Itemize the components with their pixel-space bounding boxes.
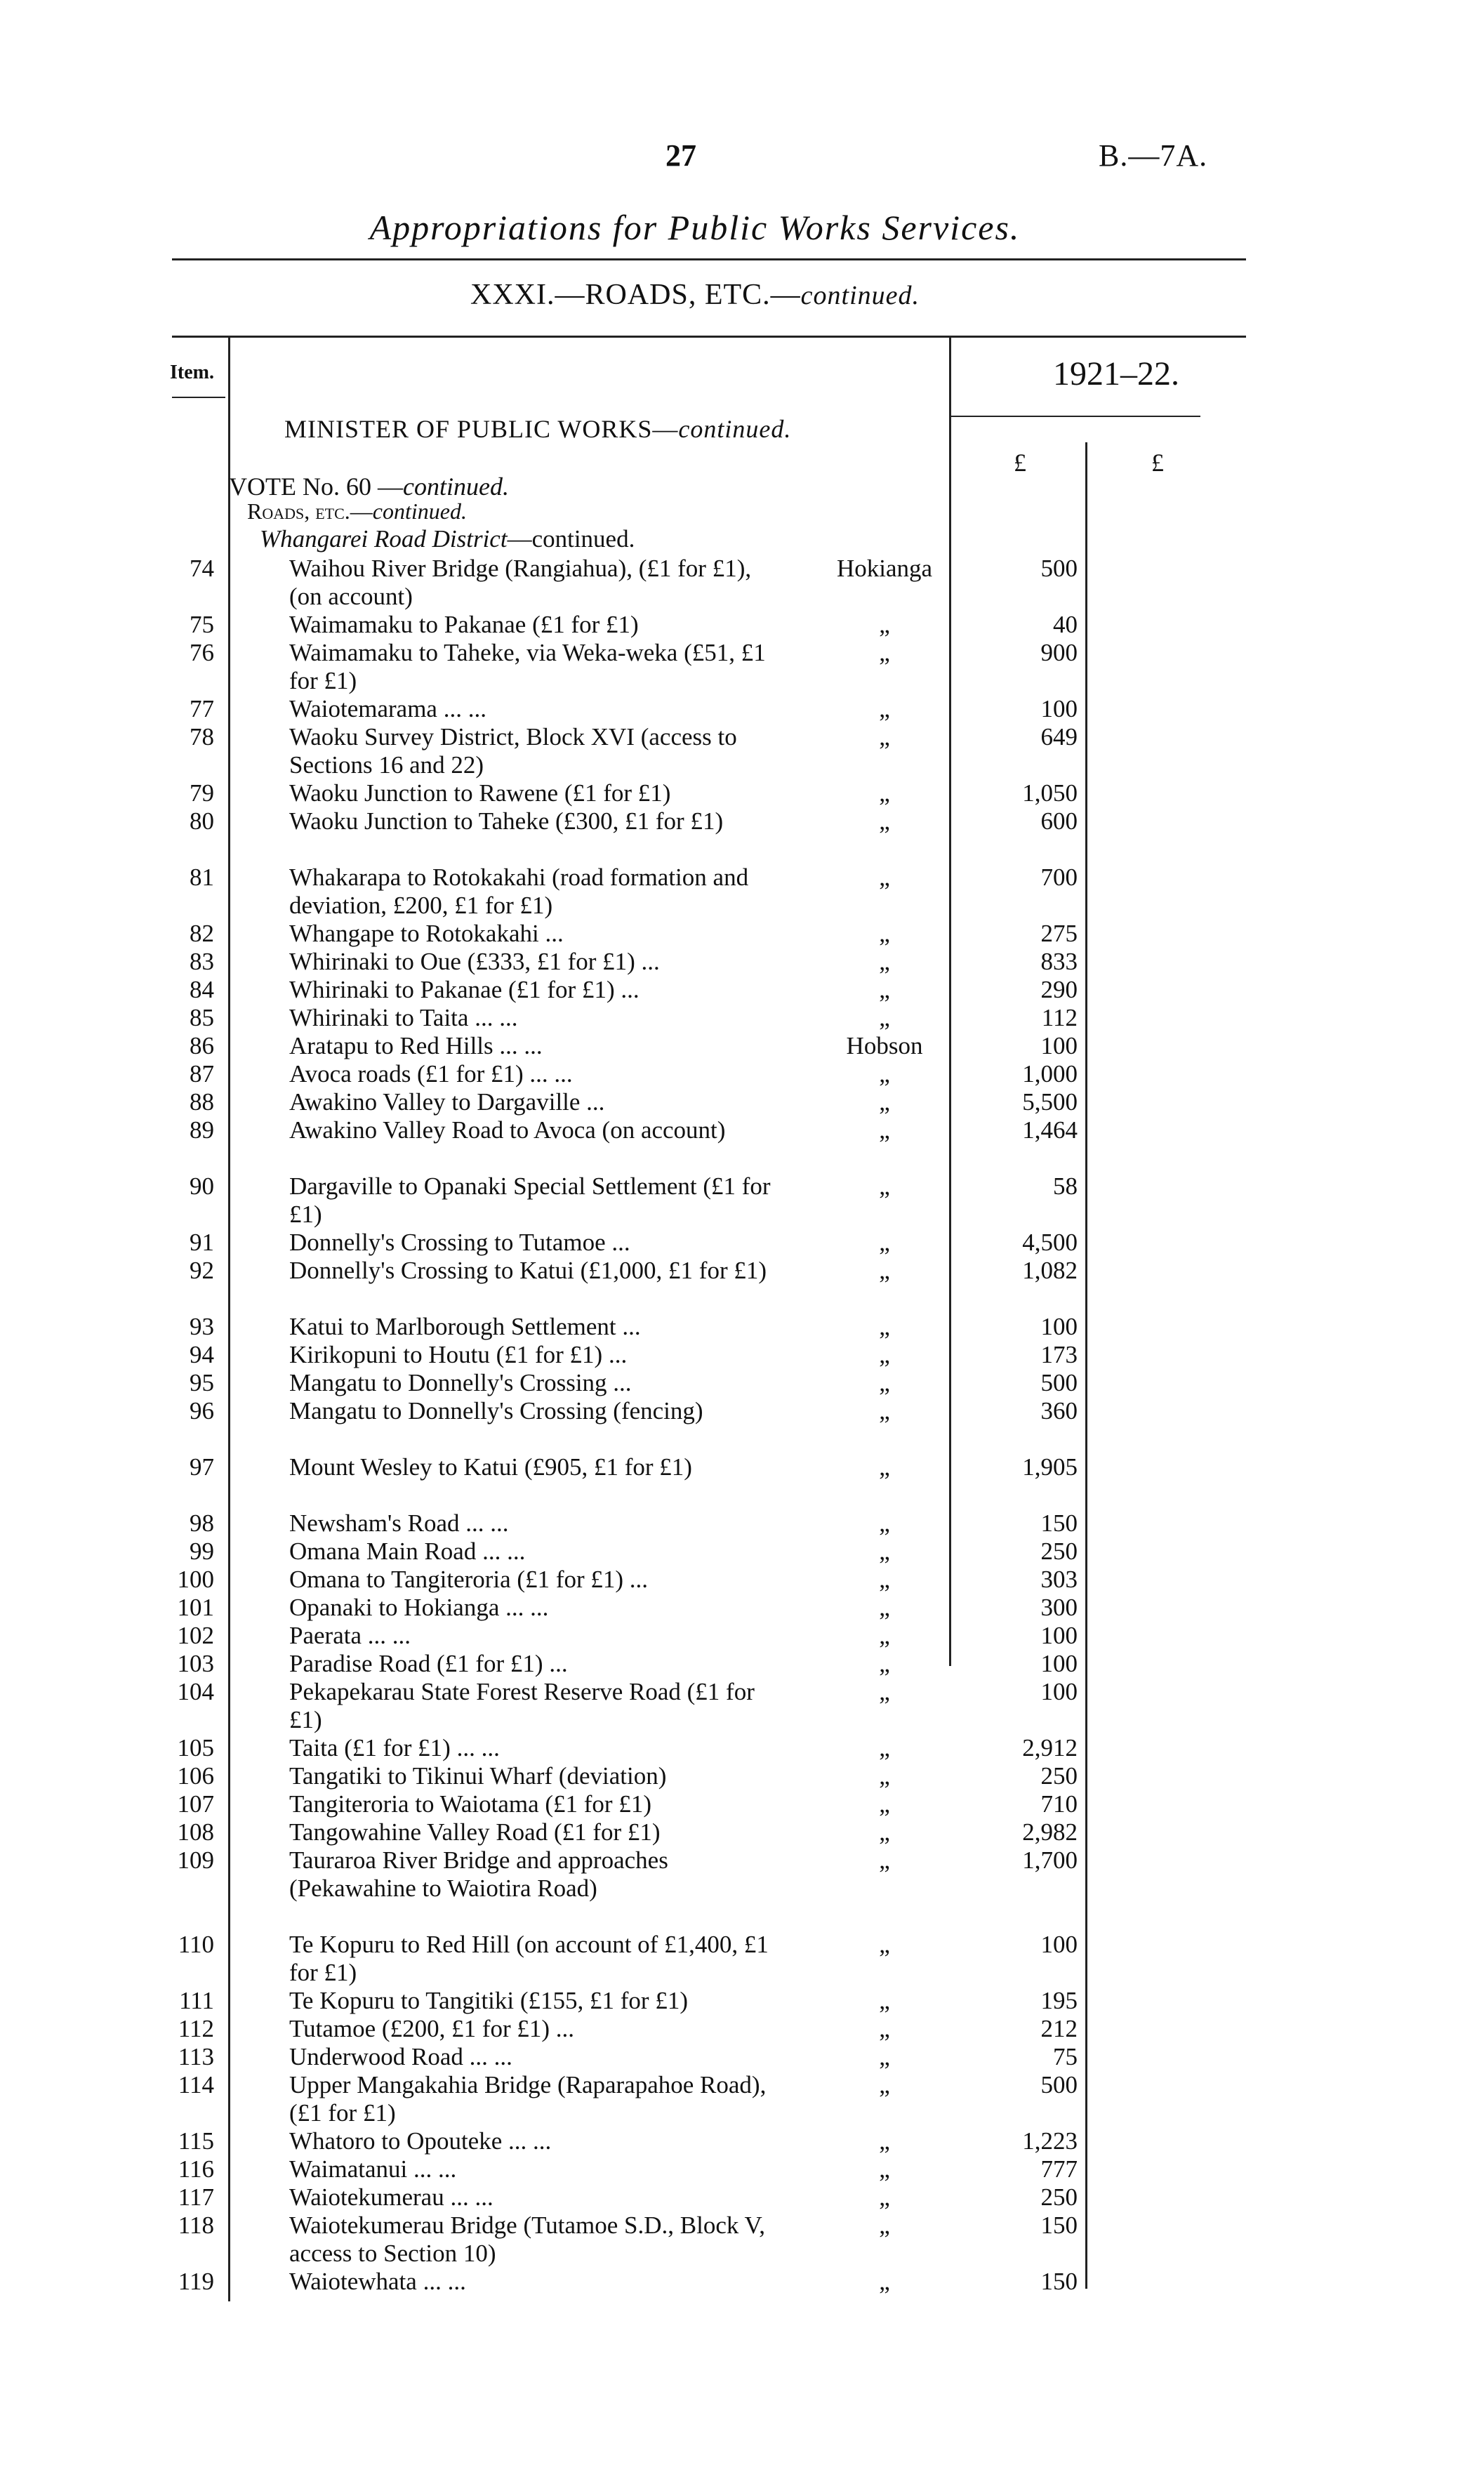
document-reference: B.—7A.: [1099, 138, 1208, 173]
item-description: Katui to Marlborough Settlement ...: [289, 1313, 641, 1340]
item-description: Waimatanui ... ...: [289, 2155, 457, 2183]
item-description: Awakino Valley Road to Avoca (on account): [289, 1116, 726, 1144]
item-number: 111: [179, 1987, 214, 2014]
electoral-district: „: [879, 1509, 890, 1537]
item-description: Whirinaki to Oue (£333, £1 for £1) ...: [289, 948, 660, 975]
item-number: 116: [178, 2155, 214, 2183]
item-number: 79: [190, 779, 214, 807]
item-description: Donnelly's Crossing to Tutamoe ...: [289, 1229, 630, 1256]
item-number: 88: [190, 1088, 214, 1116]
item-number: 106: [177, 1762, 214, 1790]
amount: 250: [1040, 1762, 1078, 1790]
item-number: 78: [190, 723, 214, 751]
roads-subheading: [247, 498, 467, 524]
amount: 100: [1040, 1622, 1078, 1649]
item-number: 90: [190, 1172, 214, 1200]
amount: 600: [1040, 807, 1078, 835]
electoral-district: „: [879, 1987, 890, 2014]
amount: 1,000: [1022, 1060, 1078, 1088]
electoral-district: „: [879, 1060, 890, 1088]
item-number: 104: [177, 1678, 214, 1705]
item-number: 80: [190, 807, 214, 835]
item-header-rule: [172, 397, 225, 398]
item-number: 114: [178, 2071, 214, 2098]
minister-main: MINISTER OF PUBLIC WORKS—: [284, 415, 679, 443]
electoral-district: „: [879, 807, 890, 835]
amount: 290: [1040, 976, 1078, 1003]
item-number: 82: [190, 920, 214, 947]
amount: 100: [1040, 1931, 1078, 1958]
amount: 1,700: [1022, 1846, 1078, 1874]
amount-column-divider: [1085, 442, 1087, 2289]
electoral-district: „: [879, 1116, 890, 1144]
item-description: Omana Main Road ... ...: [289, 1538, 526, 1565]
electoral-district: „: [879, 864, 890, 891]
electoral-district: „: [879, 1762, 890, 1790]
item-description: Avoca roads (£1 for £1) ... ...: [289, 1060, 573, 1088]
item-number: 109: [177, 1846, 214, 1874]
item-description: Aratapu to Red Hills ... ...: [289, 1032, 543, 1059]
item-number: 86: [190, 1032, 214, 1059]
amount: 150: [1040, 2268, 1078, 2295]
amount: 710: [1040, 1790, 1078, 1818]
electoral-district: „: [879, 1818, 890, 1846]
item-description: Omana to Tangiteroria (£1 for £1) ...: [289, 1566, 649, 1593]
amount: 250: [1040, 2183, 1078, 2211]
amount: 250: [1040, 1538, 1078, 1565]
electoral-district: „: [879, 695, 890, 722]
amount: 2,982: [1022, 1818, 1078, 1846]
electoral-district: „: [879, 1397, 890, 1424]
section-main: XXXI.—ROADS, ETC.—: [470, 279, 801, 311]
amount: 75: [1053, 2043, 1078, 2070]
title-rule: [172, 258, 1246, 260]
electoral-district: „: [879, 2043, 890, 2070]
electoral-district: Hobson: [846, 1032, 923, 1059]
minister-heading: [284, 414, 791, 444]
amount: 300: [1040, 1594, 1078, 1621]
item-number: 89: [190, 1116, 214, 1144]
item-number: 107: [177, 1790, 214, 1818]
vote-cont: continued.: [402, 472, 509, 501]
item-number: 84: [190, 976, 214, 1003]
item-number: 87: [190, 1060, 214, 1088]
electoral-district: „: [879, 2127, 890, 2155]
electoral-district: „: [879, 1846, 890, 1874]
electoral-district: „: [879, 1790, 890, 1818]
item-number: 76: [190, 639, 214, 666]
amount: 500: [1040, 1369, 1078, 1396]
amount: 4,500: [1022, 1229, 1078, 1256]
item-number: 102: [177, 1622, 214, 1649]
item-description: Waiotewhata ... ...: [289, 2268, 466, 2295]
electoral-district: „: [879, 2155, 890, 2183]
item-number: 119: [178, 2268, 214, 2295]
amount: 58: [1053, 1172, 1078, 1200]
amount: 100: [1040, 1032, 1078, 1059]
section-heading: [0, 278, 1390, 312]
amount: 1,082: [1022, 1257, 1078, 1284]
amount: 500: [1040, 2071, 1078, 2098]
district-subheading: [260, 525, 635, 553]
electoral-district: „: [879, 1004, 890, 1031]
amount: 100: [1040, 1650, 1078, 1677]
electoral-district: „: [879, 723, 890, 751]
item-description: Paradise Road (£1 for £1) ...: [289, 1650, 568, 1677]
amount: 100: [1040, 1678, 1078, 1705]
minister-cont: continued.: [678, 415, 792, 443]
year-header-rule: [951, 416, 1200, 417]
item-description: Tangowahine Valley Road (£1 for £1): [289, 1818, 661, 1846]
item-description: Waoku Junction to Rawene (£1 for £1): [289, 779, 671, 807]
amount: 173: [1040, 1341, 1078, 1368]
electoral-district: „: [879, 2015, 890, 2042]
electoral-district: „: [879, 1369, 890, 1396]
electoral-district: „: [879, 1341, 890, 1368]
item-number: 77: [190, 695, 214, 722]
item-description: Awakino Valley to Dargaville ...: [289, 1088, 605, 1116]
amount: 275: [1040, 920, 1078, 947]
amount: 649: [1040, 723, 1078, 751]
item-number: 95: [190, 1369, 214, 1396]
page-number: 27: [665, 138, 696, 173]
item-description: Waoku Survey District, Block XVI (access to Sections 16 and 22): [289, 723, 737, 779]
vote-heading: [229, 472, 509, 501]
item-number: 85: [190, 1004, 214, 1031]
amount: 195: [1040, 1987, 1078, 2014]
item-number: 115: [178, 2127, 214, 2155]
item-number: 96: [190, 1397, 214, 1424]
amount: 1,223: [1022, 2127, 1078, 2155]
item-description: Tauraroa River Bridge and approaches (Pekawahine to Waiotira Road): [289, 1846, 668, 1902]
roads-main: Roads, etc.—: [247, 498, 373, 524]
item-description: Newsham's Road ... ...: [289, 1509, 509, 1537]
amount: 900: [1040, 639, 1078, 666]
item-description: Whangape to Rotokakahi ...: [289, 920, 564, 947]
pound-header-2: £: [1151, 449, 1164, 477]
electoral-district: „: [879, 2268, 890, 2295]
district-main: Whangarei Road District: [260, 525, 508, 553]
item-description: Waiotemarama ... ...: [289, 695, 486, 722]
pound-header-1: £: [1014, 449, 1026, 477]
amount: 100: [1040, 1313, 1078, 1340]
section-cont: continued.: [800, 281, 920, 310]
amount: 40: [1053, 611, 1078, 638]
item-description: Donnelly's Crossing to Katui (£1,000, £1 for £1): [289, 1257, 767, 1284]
amount: 700: [1040, 864, 1078, 891]
page-title: Appropriations for Public Works Services.: [369, 208, 1021, 247]
electoral-district: „: [879, 1650, 890, 1677]
item-description: Te Kopuru to Red Hill (on account of £1,400, £1 for £1): [289, 1931, 769, 1986]
item-description: Waiotekumerau Bridge (Tutamoe S.D., Block V, access to Section 10): [289, 2212, 766, 2267]
item-description: Whatoro to Opouteke ... ...: [289, 2127, 552, 2155]
electoral-district: „: [879, 1538, 890, 1565]
item-number: 113: [178, 2043, 214, 2070]
item-description: Waiotekumerau ... ...: [289, 2183, 493, 2211]
electoral-district: „: [879, 948, 890, 975]
item-column-header: Item.: [170, 362, 214, 383]
amount: 1,905: [1022, 1453, 1078, 1481]
item-description: Underwood Road ... ...: [289, 2043, 512, 2070]
district-cont: —continued.: [507, 525, 635, 553]
item-number: 97: [190, 1453, 214, 1481]
electoral-district: „: [879, 2071, 890, 2098]
electoral-district: „: [879, 1229, 890, 1256]
item-number: 93: [190, 1313, 214, 1340]
amount: 1,464: [1022, 1116, 1078, 1144]
item-number: 103: [177, 1650, 214, 1677]
amount: 112: [1041, 1004, 1078, 1031]
item-number: 81: [190, 864, 214, 891]
item-number: 74: [190, 555, 214, 582]
item-number: 100: [177, 1566, 214, 1593]
item-description: Waoku Junction to Taheke (£300, £1 for £1): [289, 807, 724, 835]
amount: 833: [1040, 948, 1078, 975]
electoral-district: „: [879, 1931, 890, 1958]
item-description: Waimamaku to Taheke, via Weka-weka (£51, £1 for £1): [289, 639, 766, 694]
item-description: Tangiteroria to Waiotama (£1 for £1): [289, 1790, 651, 1818]
amount: 5,500: [1022, 1088, 1078, 1116]
item-column-divider: [228, 336, 230, 2301]
amount: 212: [1040, 2015, 1078, 2042]
item-description: Te Kopuru to Tangitiki (£155, £1 for £1): [289, 1987, 688, 2014]
item-number: 94: [190, 1341, 214, 1368]
item-description: Whakarapa to Rotokakahi (road formation and deviation, £200, £1 for £1): [289, 864, 749, 919]
item-description: Upper Mangakahia Bridge (Raparapahoe Road), (£1 for £1): [289, 2071, 767, 2127]
item-description: Tangatiki to Tikinui Wharf (deviation): [289, 1762, 667, 1790]
electoral-district: „: [879, 920, 890, 947]
item-description: Opanaki to Hokianga ... ...: [289, 1594, 549, 1621]
electoral-district: „: [879, 2212, 890, 2239]
item-number: 108: [177, 1818, 214, 1846]
roads-cont: continued.: [372, 498, 467, 524]
item-description: Mangatu to Donnelly's Crossing (fencing): [289, 1397, 703, 1424]
electoral-district: „: [879, 611, 890, 638]
item-description: Waimamaku to Pakanae (£1 for £1): [289, 611, 639, 638]
electoral-district: „: [879, 1678, 890, 1705]
electoral-district: „: [879, 639, 890, 666]
item-description: Kirikopuni to Houtu (£1 for £1) ...: [289, 1341, 628, 1368]
item-description: Waihou River Bridge (Rangiahua), (£1 for £1), (on account): [289, 555, 752, 610]
year-column-header: 1921–22.: [1053, 355, 1179, 392]
electoral-district: „: [879, 1313, 890, 1340]
electoral-district: „: [879, 976, 890, 1003]
electoral-district: „: [879, 779, 890, 807]
electoral-district: „: [879, 1622, 890, 1649]
item-description: Paerata ... ...: [289, 1622, 411, 1649]
item-description: Whirinaki to Pakanae (£1 for £1) ...: [289, 976, 640, 1003]
amount: 1,050: [1022, 779, 1078, 807]
item-description: Mount Wesley to Katui (£905, £1 for £1): [289, 1453, 692, 1481]
item-description: Mangatu to Donnelly's Crossing ...: [289, 1369, 632, 1396]
amount: 303: [1040, 1566, 1078, 1593]
table-top-rule: [172, 336, 1246, 338]
electoral-district: „: [879, 2183, 890, 2211]
item-description: Pekapekarau State Forest Reserve Road (£1 for £1): [289, 1678, 755, 1733]
item-number: 92: [190, 1257, 214, 1284]
item-number: 105: [177, 1734, 214, 1761]
item-number: 83: [190, 948, 214, 975]
amount: 500: [1040, 555, 1078, 582]
amount: 360: [1040, 1397, 1078, 1424]
item-number: 98: [190, 1509, 214, 1537]
item-description: Tutamoe (£200, £1 for £1) ...: [289, 2015, 575, 2042]
amount: 150: [1040, 1509, 1078, 1537]
electoral-district: „: [879, 1257, 890, 1284]
item-description: Whirinaki to Taita ... ...: [289, 1004, 518, 1031]
amount: 2,912: [1022, 1734, 1078, 1761]
item-number: 91: [190, 1229, 214, 1256]
item-number: 118: [178, 2212, 214, 2239]
electoral-district: „: [879, 1088, 890, 1116]
item-number: 110: [178, 1931, 214, 1958]
electoral-district: Hokianga: [836, 555, 933, 582]
amount: 777: [1040, 2155, 1078, 2183]
item-number: 75: [190, 611, 214, 638]
item-description: Dargaville to Opanaki Special Settlement (£1 for £1): [289, 1172, 771, 1228]
electoral-district: „: [879, 1172, 890, 1200]
electoral-district: „: [879, 1566, 890, 1593]
item-number: 101: [177, 1594, 214, 1621]
item-number: 112: [178, 2015, 214, 2042]
item-number: 117: [178, 2183, 214, 2211]
vote-main: VOTE No. 60 —: [229, 472, 403, 501]
item-number: 99: [190, 1538, 214, 1565]
electoral-district: „: [879, 1453, 890, 1481]
electoral-district: „: [879, 1594, 890, 1621]
electoral-district: „: [879, 1734, 890, 1761]
item-description: Taita (£1 for £1) ... ...: [289, 1734, 500, 1761]
amount: 150: [1040, 2212, 1078, 2239]
amount: 100: [1040, 695, 1078, 722]
